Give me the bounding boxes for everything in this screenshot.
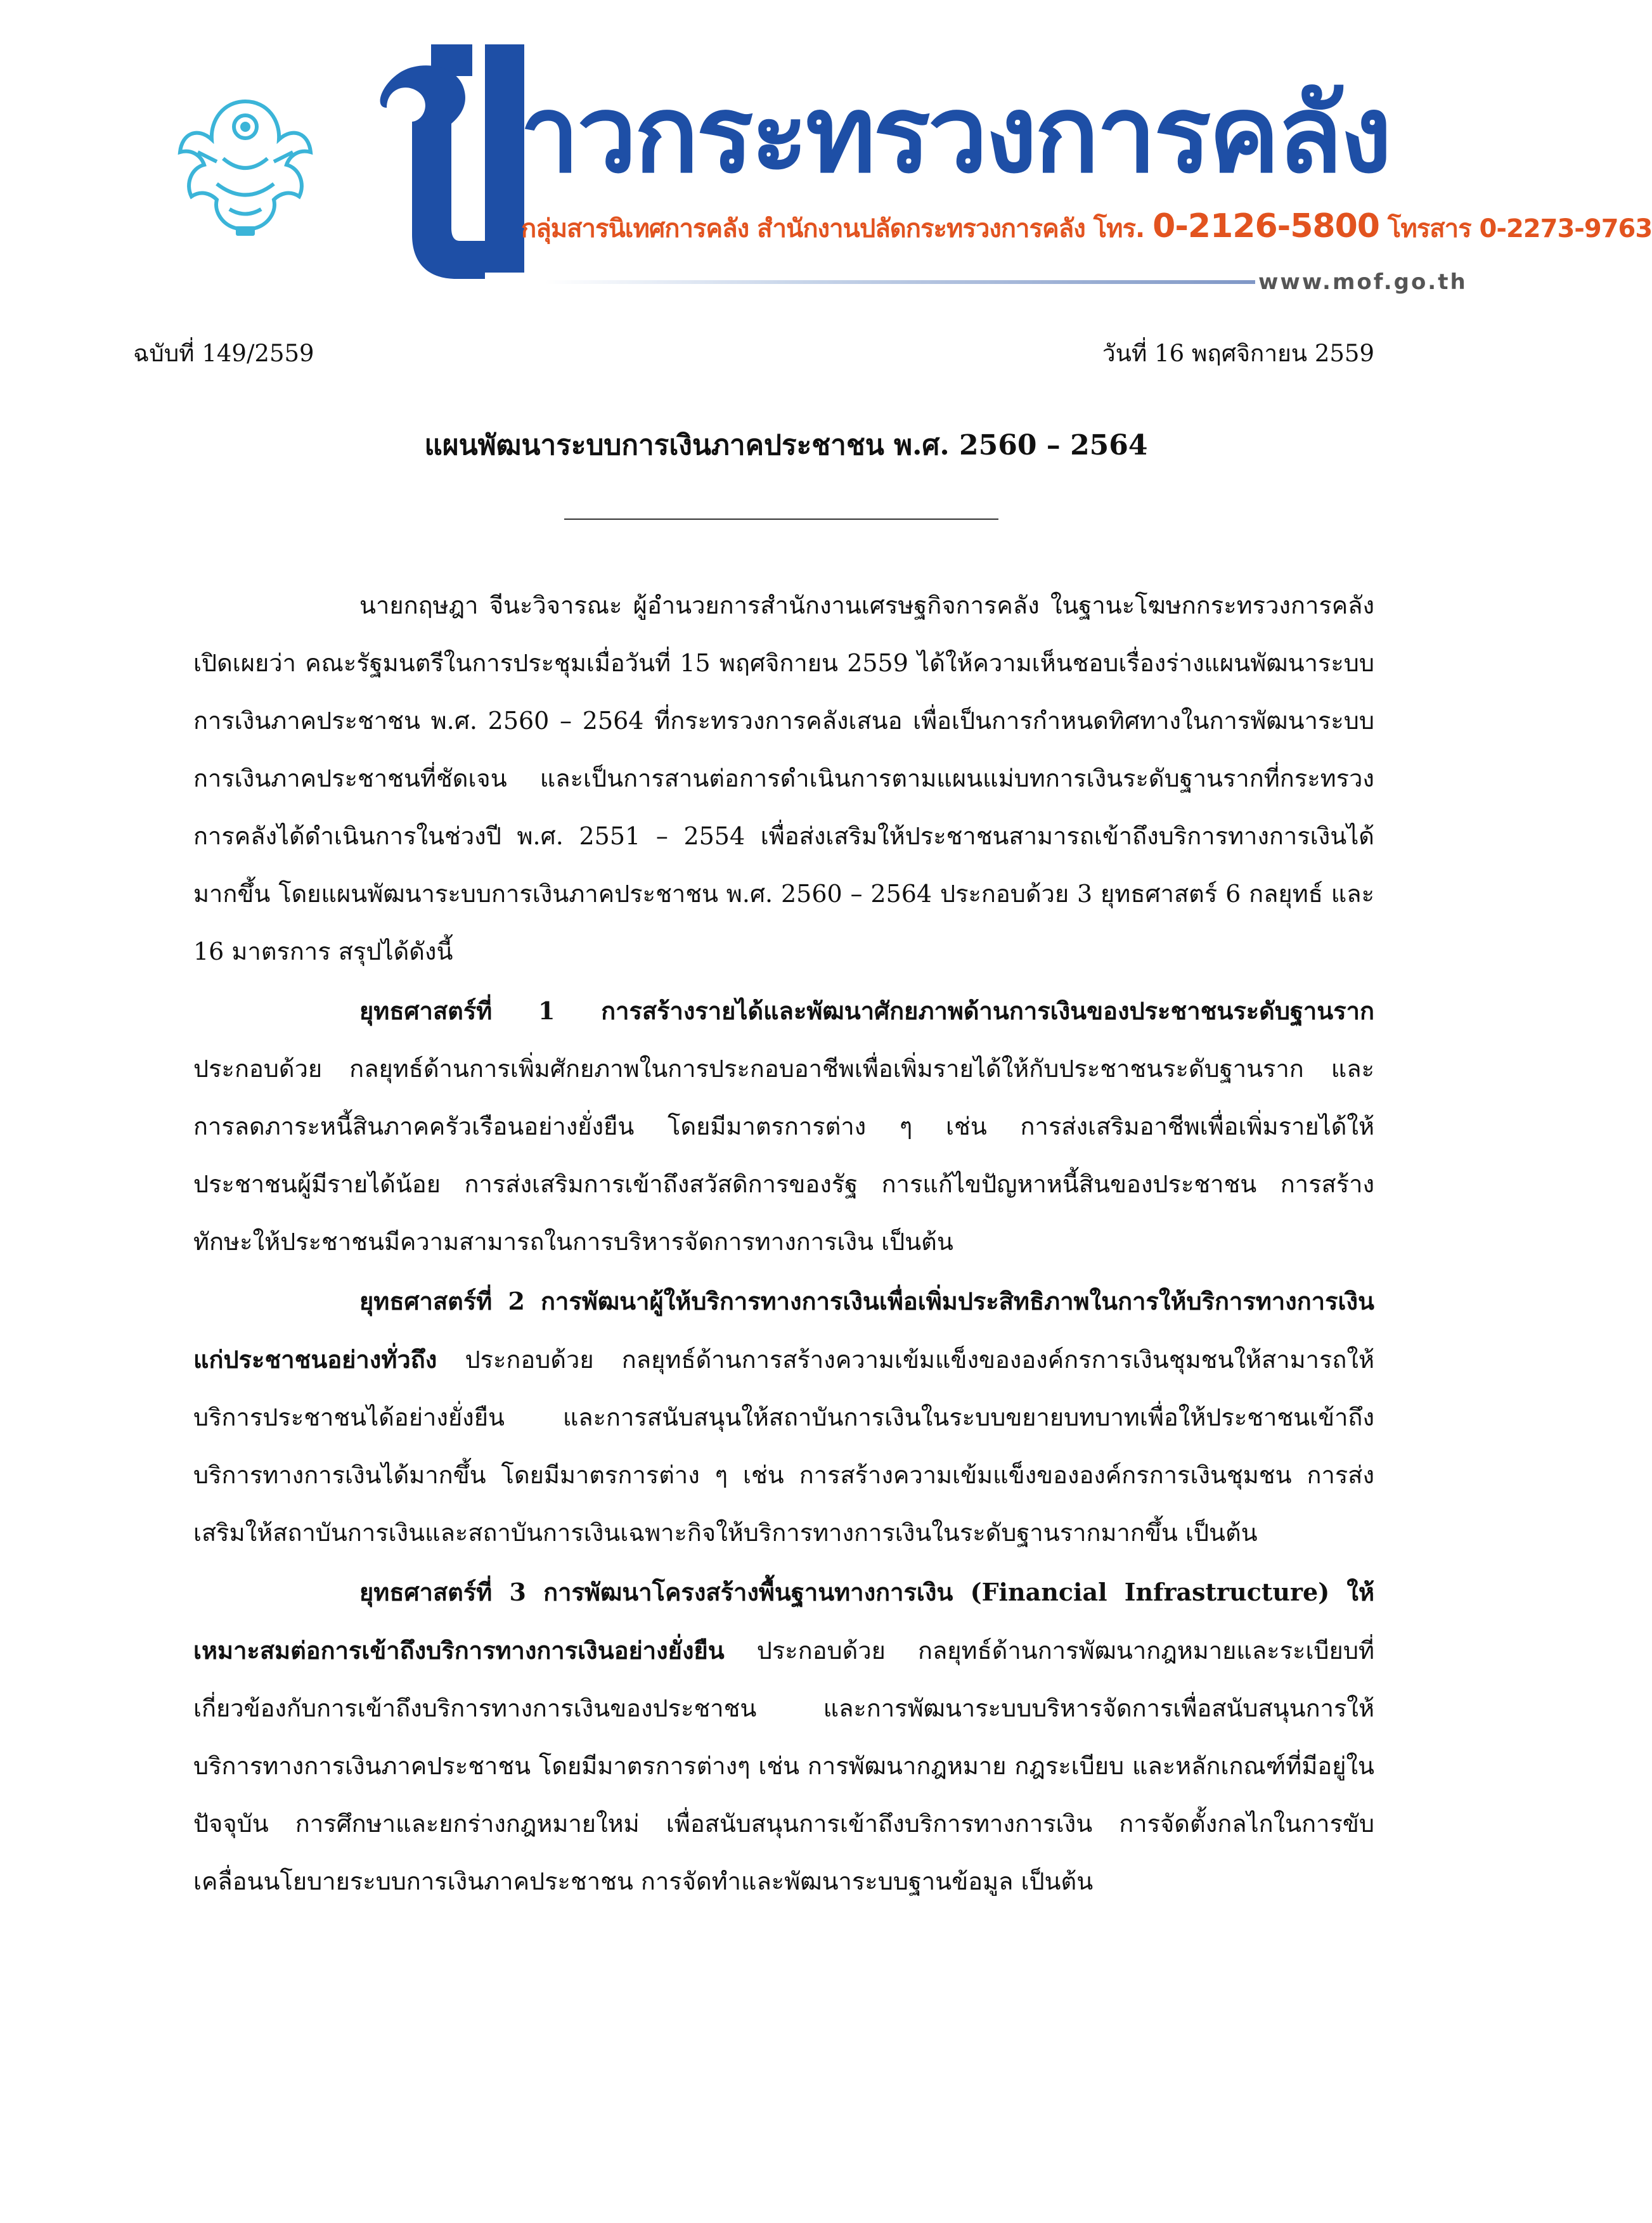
- strategy-1-text: ประกอบด้วย กลยุทธ์ด้านการเพิ่มศักยภาพในการประกอบอาชีพเพื่อเพิ่มรายได้ให้กับประชาชนระดับฐานราก และการลดภาระหนี้สินภาคครัวเรือนอย่างยั่งยืน โดยมีมาตรการต่าง ๆ เช่น การส่งเสริมอาชีพเพื่อเพิ่มรายได้ให้ประชาชนผู้มีรายได้น้อย การส่งเสริมการเข้าถึงสวัสดิการของรัฐ การแก้ไขปัญหาหนี้สินของประชาชน การสร้างทักษะให้ประชาชนมีความสามารถในการบริหารจัดการทางการเงิน เป็นต้น: [193, 1055, 1374, 1256]
- paragraph-strategy-2: [193, 1272, 1374, 1562]
- article-body: [193, 577, 1374, 1910]
- strategy-2-heading: ยุทธศาสตร์ที่ 2 การพัฒนาผู้ให้บริการทางการเงินเพื่อเพิ่มประสิทธิภาพในการให้บริการทางการเงินแก่ประชาชนอย่างทั่วถึง: [193, 1287, 1374, 1374]
- masthead: [0, 0, 1652, 304]
- masthead-big-char: ข่: [374, 44, 375, 45]
- masthead-phone: 0-2126-5800: [1152, 207, 1379, 245]
- masthead-rule: [545, 280, 1255, 284]
- masthead-title: าวกระทรวงการคลัง: [520, 72, 1390, 197]
- paragraph-strategy-3: [193, 1563, 1374, 1910]
- page-title: แผนพัฒนาระบบการเงินภาคประชาชน พ.ศ. 2560 – 2564: [424, 429, 1148, 461]
- strategy-2-text: ประกอบด้วย กลยุทธ์ด้านการสร้างความเข้มแข็งขององค์กรการเงินชุมชนให้สามารถให้บริการประชาชนได้อย่างยั่งยืน และการสนับสนุนให้สถาบันการเงินในระบบขยายบทบาทเพื่อให้ประชาชนเข้าถึงบริการทางการเงินได้มากขึ้น โดยมีมาตรการต่าง ๆ เช่น การสร้างความเข้มแข็งขององค์กรการเงินชุมชน การส่งเสริมให้สถาบันการเงินและสถาบันการเงินเฉพาะกิจให้บริการทางการเงินในระดับฐานรากมากขึ้น เป็นต้น: [193, 1346, 1374, 1547]
- paragraph-strategy-1: [193, 982, 1374, 1271]
- strategy-1-heading: ยุทธศาสตร์ที่ 1 การสร้างรายได้และพัฒนาศักยภาพด้านการเงินของประชาชนระดับฐานราก: [359, 996, 1374, 1025]
- garuda-emblem-icon: [172, 89, 318, 241]
- strategy-3-text: ประกอบด้วย กลยุทธ์ด้านการพัฒนากฎหมายและระเบียบที่เกี่ยวข้องกับการเข้าถึงบริการทางการเงินของประชาชน และการพัฒนาระบบบริหารจัดการเพื่อสนับสนุนการให้บริการทางการเงินภาคประชาชน โดยมีมาตรการต่างๆ เช่น การพัฒนากฎหมาย กฎระเบียบ และหลักเกณฑ์ที่มีอยู่ในปัจจุบัน การศึกษาและยกร่างกฎหมายใหม่ เพื่อสนับสนุนการเข้าถึงบริการทางการเงิน การจัดตั้งกลไกในการขับเคลื่อนนโยบายระบบการเงินภาคประชาชน การจัดทำและพัฒนาระบบฐานข้อมูล เป็นต้น: [193, 1637, 1374, 1895]
- masthead-subtitle-prefix: กลุ่มสารนิเทศการคลัง สำนักงานปลัดกระทรวงการคลัง โทร.: [521, 214, 1153, 243]
- masthead-fax: โทรสาร 0-2273-9763: [1379, 214, 1652, 243]
- issue-number: ฉบับที่ 149/2559: [133, 340, 314, 367]
- masthead-subtitle: [521, 204, 1652, 248]
- masthead-url: www.mof.go.th: [1258, 269, 1468, 295]
- strategy-3-heading: ยุทธศาสตร์ที่ 3 การพัฒนาโครงสร้างพื้นฐานทางการเงิน (Financial Infrastructure) ให้เหมาะสมต่อการเข้าถึงบริการทางการเงินอย่างยั่งยืน: [193, 1578, 1374, 1665]
- title-divider: [564, 519, 998, 520]
- issue-date: วันที่ 16 พฤศจิกายน 2559: [1102, 340, 1374, 367]
- paragraph-intro: นายกฤษฎา จีนะวิจารณะ ผู้อำนวยการสำนักงานเศรษฐกิจการคลัง ในฐานะโฆษกกระทรวงการคลัง เปิดเผยว่า คณะรัฐมนตรีในการประชุมเมื่อวันที่ 15 พฤศจิกายน 2559 ได้ให้ความเห็นชอบเรื่องร่างแผนพัฒนาระบบการเงินภาคประชาชน พ.ศ. 2560 – 2564 ที่กระทรวงการคลังเสนอ เพื่อเป็นการกำหนดทิศทางในการพัฒนาระบบการเงินภาคประชาชนที่ชัดเจน และเป็นการสานต่อการดำเนินการตามแผนแม่บทการเงินระดับฐานรากที่กระทรวงการคลังได้ดำเนินการในช่วงปี พ.ศ. 2551 – 2554 เพื่อส่งเสริมให้ประชาชนสามารถเข้าถึงบริการทางการเงินได้มากขึ้น โดยแผนพัฒนาระบบการเงินภาคประชาชน พ.ศ. 2560 – 2564 ประกอบด้วย 3 ยุทธศาสตร์ 6 กลยุทธ์ และ 16 มาตรการ สรุปได้ดังนี้: [193, 591, 1374, 965]
- masthead-initial-glyph: [374, 44, 526, 285]
